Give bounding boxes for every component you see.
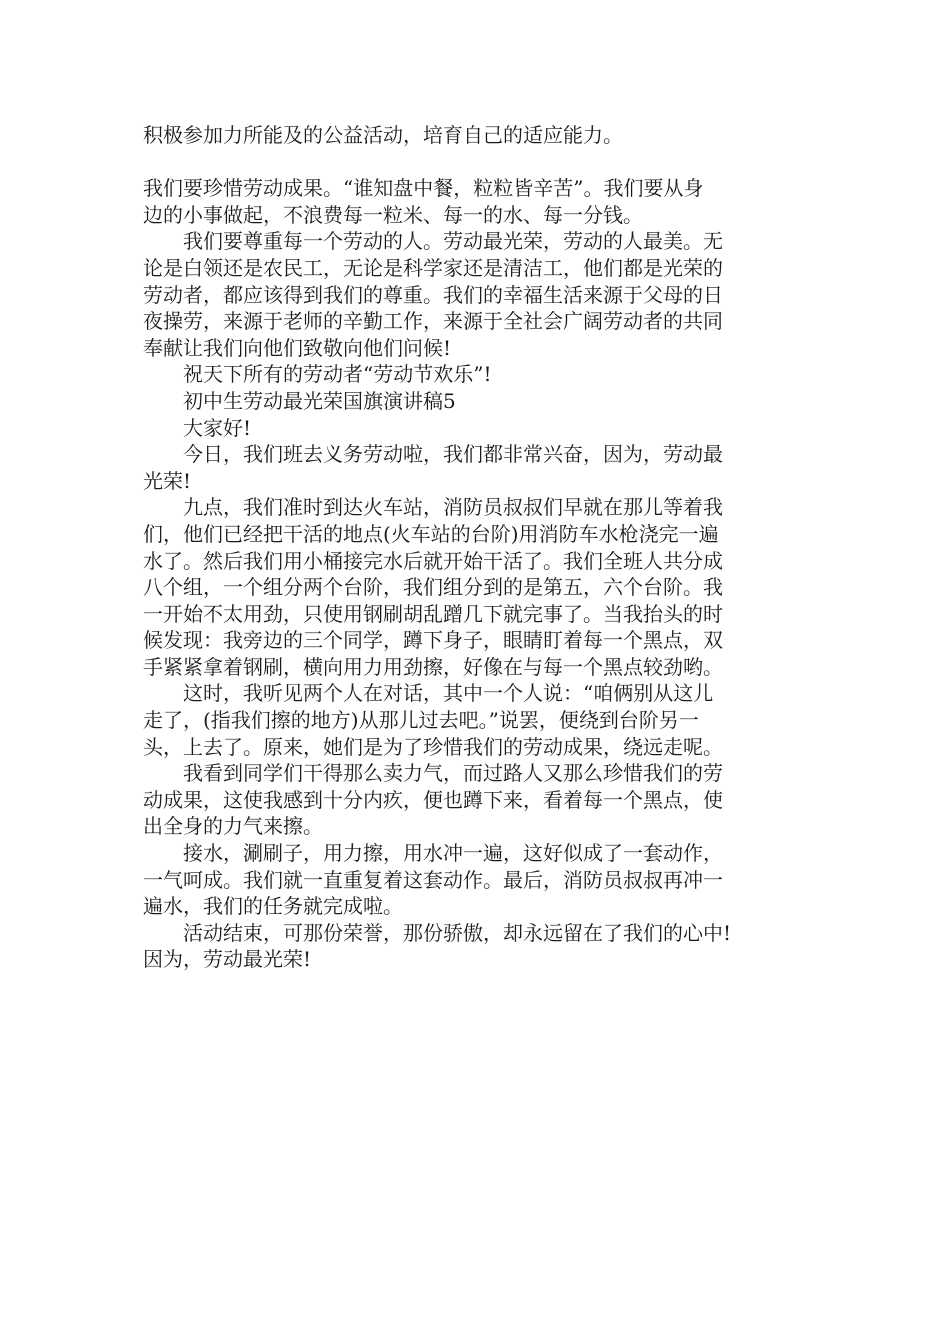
text-line: 光荣! (143, 468, 192, 493)
blank-line (143, 149, 815, 176)
text-line: 候发现：我旁边的三个同学，蹲下身子，眼睛盯着每一个黑点，双 (143, 628, 723, 653)
text-line: 今日，我们班去义务劳动啦，我们都非常兴奋，因为，劳动最 (143, 442, 723, 467)
text-line: 积极参加力所能及的公益活动，培育自己的适应能力。 (143, 123, 623, 147)
text-line: 这时，我听见两个人在对话，其中一个人说：“咱俩别从这儿 (143, 681, 714, 706)
text-line: 活动结束，可那份荣誉，那份骄傲，却永远留在了我们的心中! (143, 920, 732, 945)
text-line: 祝天下所有的劳动者“劳动节欢乐”! (143, 362, 492, 387)
document-body (143, 122, 815, 973)
text-line: 因为，劳动最光荣! (143, 947, 312, 972)
text-line: 动成果，这使我感到十分内疚，便也蹲下来，看着每一个黑点，使 (143, 787, 723, 812)
text-line: 手紧紧拿着钢刷，横向用力用劲擦，好像在与每一个黑点较劲哟。 (143, 654, 723, 679)
text-line: 九点，我们准时到达火车站，消防员叔叔们早就在那儿等着我 (143, 495, 723, 520)
text-line: 我看到同学们干得那么卖力气，而过路人又那么珍惜我们的劳 (143, 761, 723, 786)
text-line: 我们要珍惜劳动成果。“谁知盘中餐，粒粒皆辛苦”。我们要从身 (143, 176, 704, 201)
text-line: 奉献让我们向他们致敬向他们问候! (143, 335, 452, 360)
text-line: 走了，(指我们擦的地方)从那儿过去吧。”说罢，便绕到台阶另一 (143, 708, 699, 733)
text-line: 一开始不太用劲，只使用钢刷胡乱蹭几下就完事了。当我抬头的时 (143, 601, 723, 626)
text-line: 遍水，我们的任务就完成啦。 (143, 894, 403, 919)
text-line: 劳动者，都应该得到我们的尊重。我们的幸福生活来源于父母的日 (143, 282, 723, 307)
text-line: 八个组，一个组分两个台阶，我们组分到的是第五，六个台阶。我 (143, 575, 723, 600)
text-line: 夜操劳，来源于老师的辛勤工作，来源于全社会广阔劳动者的共同 (143, 309, 723, 334)
text-line: 我们要尊重每一个劳动的人。劳动最光荣，劳动的人最美。无 (143, 229, 723, 254)
text-line: 接水，涮刷子，用力擦，用水冲一遍，这好似成了一套动作， (143, 841, 723, 866)
text-line: 大家好! (143, 415, 252, 440)
text-line: 论是白领还是农民工，无论是科学家还是清洁工，他们都是光荣的 (143, 255, 723, 280)
text-line: 水了。然后我们用小桶接完水后就开始干活了。我们全班人共分成 (143, 548, 723, 573)
text-line: 头，上去了。原来，她们是为了珍惜我们的劳动成果，绕远走呢。 (143, 734, 723, 759)
text-line: 一气呵成。我们就一直重复着这套动作。最后，消防员叔叔再冲一 (143, 867, 723, 892)
text-line: 们，他们已经把干活的地点(火车站的台阶)用消防车水枪浇完一遍 (143, 521, 719, 546)
section-title: 初中生劳动最光荣国旗演讲稿5 (143, 388, 456, 413)
text-line: 出全身的力气来擦。 (143, 814, 323, 839)
text-line: 边的小事做起，不浪费每一粒米、每一的水、每一分钱。 (143, 202, 643, 227)
